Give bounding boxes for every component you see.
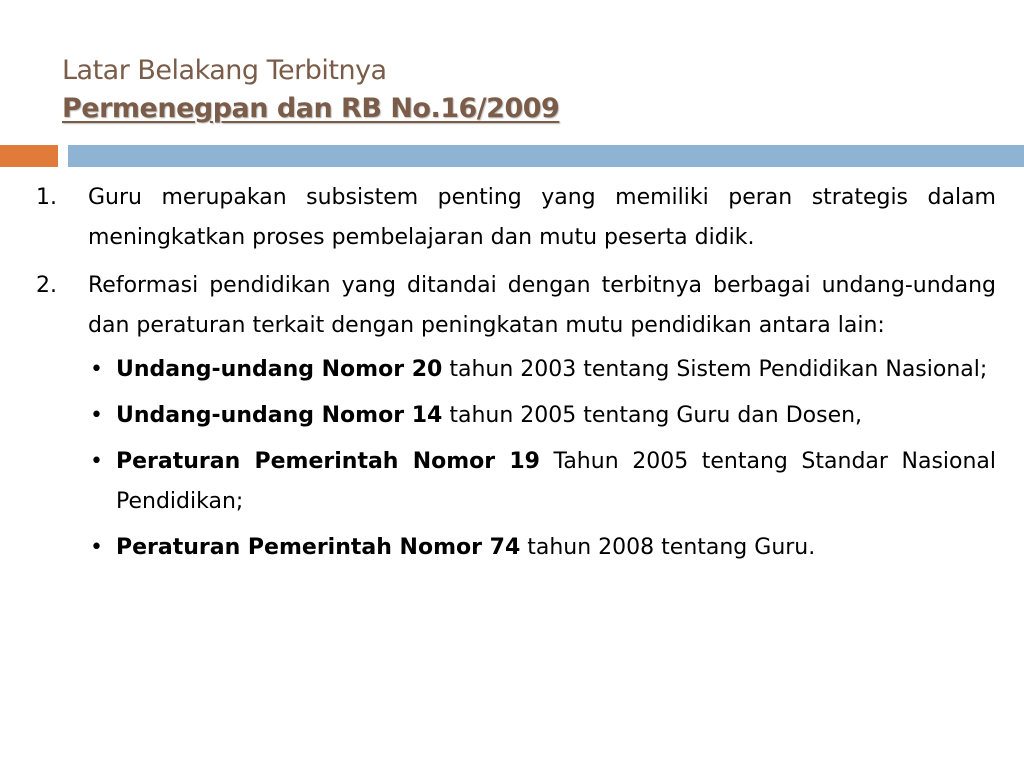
bullet-bold-text: Undang-undang Nomor 14 [116,403,443,428]
bullet-bold-text: Peraturan Pemerintah Nomor 74 [116,535,521,560]
item-number: 1. [36,185,57,210]
bullet-text [116,350,996,390]
bullet-icon: • [90,535,103,560]
bullet-text [116,442,996,522]
bullet-rest-text: Tahun 2005 tentang Standar Nasional Pendidikan; [116,449,997,514]
bullet-icon: • [90,357,103,382]
slide-content [36,178,996,574]
bullet-bold-text: Undang-undang Nomor 20 [116,357,443,382]
title-line-1: Latar Belakang Terbitnya [62,55,387,86]
bullet-icon: • [90,449,103,474]
bullet-rest-text: tahun 2008 tentang Guru. [520,535,816,560]
item-number: 2. [36,273,57,298]
item-text: Guru merupakan subsistem penting yang memiliki peran strategis dalam meningkatkan proses pembelajaran dan mutu peserta didik. [88,185,996,250]
bullet-item-3 [88,442,996,522]
bullet-item-2 [88,396,996,436]
bullet-text [116,528,996,568]
numbered-item-2 [36,266,996,346]
bullet-list [88,350,996,568]
bullet-item-1 [88,350,996,390]
accent-bar-blue [68,145,1024,167]
item-text: Reformasi pendidikan yang ditandai dengan terbitnya berbagai undang-undang dan peraturan terkait dengan peningkatan mutu pendidikan antara lain: [88,273,996,338]
bullet-text [116,396,996,436]
accent-bar-orange [0,145,58,167]
title-line-2: Permenegpan dan RB No.16/2009 [62,93,560,124]
bullet-rest-text: tahun 2005 tentang Guru dan Dosen, [442,403,863,428]
bullet-rest-text: tahun 2003 tentang Sistem Pendidikan Nasional; [442,357,988,382]
slide-title [62,52,962,128]
bullet-bold-text: Peraturan Pemerintah Nomor 19 [116,449,540,474]
bullet-icon: • [90,403,103,428]
numbered-item-1 [36,178,996,258]
bullet-item-4 [88,528,996,568]
